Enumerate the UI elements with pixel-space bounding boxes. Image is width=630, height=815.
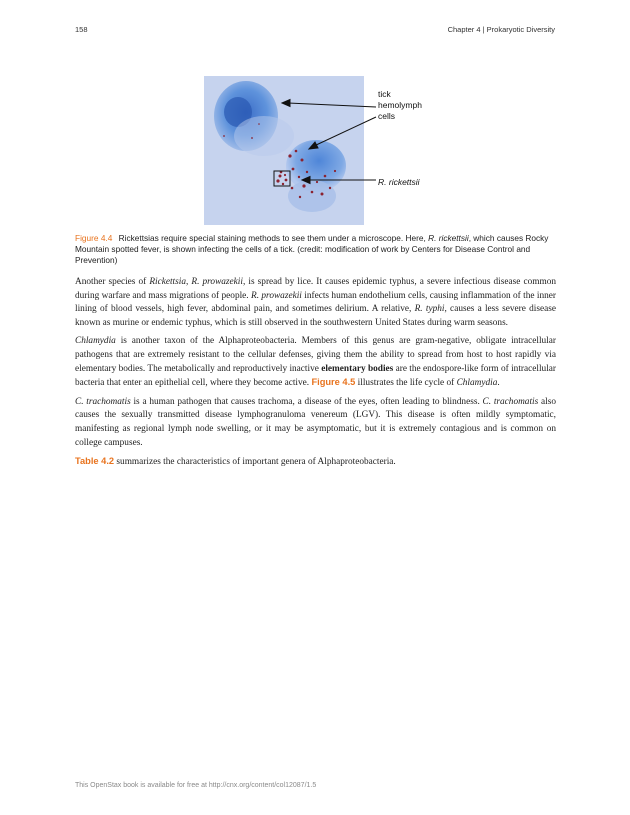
caption-species: R. rickettsii	[428, 233, 469, 243]
species-r-prowazekii: R. prowazekii	[191, 277, 243, 287]
figure-caption	[75, 233, 555, 267]
p1-text: ,	[186, 277, 192, 287]
figure-4-4	[204, 76, 464, 226]
species-c-trachomatis: C. trachomatis	[75, 396, 131, 407]
p2-text: .	[497, 378, 500, 389]
callout-tick-line-2: hemolymph	[378, 100, 422, 110]
page-number: 158	[75, 25, 88, 34]
genus-chlamydia: Chlamydia	[75, 336, 116, 347]
p2-text: is another taxon of the Alphaproteobacteria. Members of this genus are gram-negative, obligate intracellular pathogens that are extremely resistant to the cellular defenses, giving them the ability to spread from host to host rapidly via elementary bodies. The metabolically and reproductively inactive	[75, 336, 556, 374]
p3-text: also causes the sexually transmitted disease lymphogranuloma venereum (LGV). This disease is often mildly symptomatic, manifesting as regional lymph node swelling, or it may be asymptomatic, but it is extremely contagious and is common on college campuses.	[75, 396, 556, 448]
callout-tick-hemolymph	[378, 89, 422, 122]
paragraph-chlamydia	[75, 335, 556, 390]
p2-text: are the endospore-like form of intracellular bacteria that enter an epithelial cell, where they become active.	[75, 363, 556, 389]
paragraph-table-ref	[75, 455, 556, 470]
genus-rickettsia: Rickettsia	[149, 277, 186, 287]
p1-text: infects human endothelium cells, causing inflammation of the inner lining of blood vessels, high fever, abdominal pain, and sometimes delirium. A relative,	[75, 290, 556, 315]
p2-text: illustrates the life cycle of	[355, 378, 457, 389]
p4-text: summarizes the characteristics of important genera of Alphaproteobacteria.	[114, 457, 396, 468]
footer-note: This OpenStax book is available for free at http://cnx.org/content/col12087/1.5	[75, 782, 317, 789]
genus-chlamydia: Chlamydia	[456, 378, 498, 389]
callout-tick-line-1: tick	[378, 89, 391, 99]
p1-text: , causes a less severe disease known as murine or endemic typhus, which is still observed in the southwestern United States during warm seasons.	[75, 304, 556, 328]
caption-text-1: Rickettsias require special staining methods to see them under a microscope. Here,	[118, 233, 429, 243]
body-text	[75, 276, 556, 475]
figure-4-5-link[interactable]: Figure 4.5	[311, 377, 356, 388]
table-4-2-link[interactable]: Table 4.2	[75, 456, 115, 467]
chapter-title: Chapter 4 | Prokaryotic Diversity	[447, 25, 555, 34]
p1-text: , is spread by lice. It causes epidemic typhus, a severe infectious disease common during warfare and mass migrations of people.	[75, 277, 557, 301]
p1-text: Another species of	[75, 277, 150, 287]
term-elementary-bodies: elementary bodies	[321, 363, 394, 374]
species-r-prowazekii: R. prowazekii	[251, 290, 302, 301]
species-r-typhi: R. typhi	[414, 304, 445, 315]
callout-r-rickettsii: R. rickettsii	[378, 177, 420, 187]
caption-text-2: , which causes Rocky Mountain spotted fever, is shown infecting the cells of a tick. (credit: modification of work by Centers for Disease Control and Prevention)	[75, 233, 549, 266]
p3-text: is a human pathogen that causes trachoma, a disease of the eyes, often leading to blindness.	[130, 396, 483, 407]
paragraph-trachomatis	[75, 396, 556, 450]
figure-label: Figure 4.4	[75, 233, 113, 243]
species-c-trachomatis: C. trachomatis	[482, 396, 539, 407]
callout-arrows	[204, 76, 464, 226]
callout-tick-line-3: cells	[378, 111, 396, 121]
paragraph-rickettsia	[75, 276, 556, 330]
